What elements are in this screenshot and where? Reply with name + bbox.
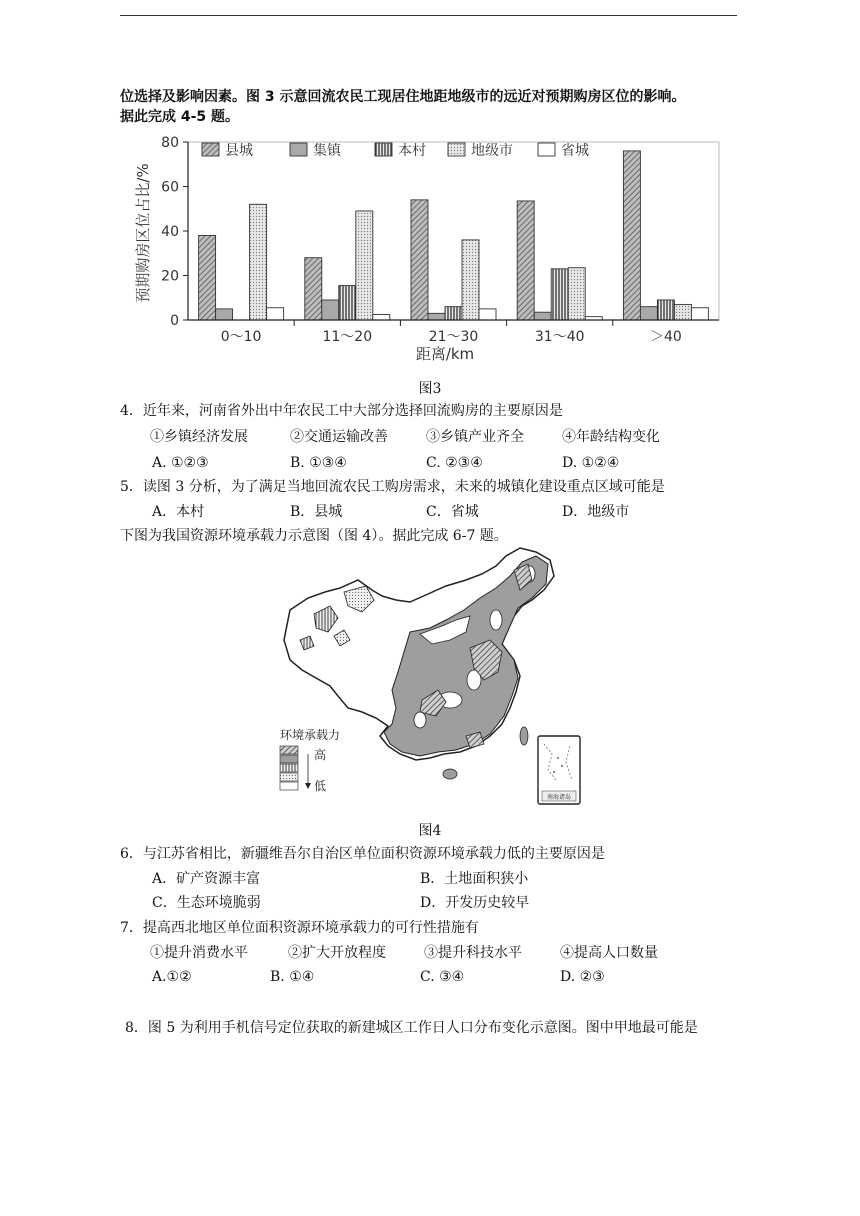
legend-swatch-vert	[280, 764, 298, 772]
q4-stem: 4．近年来，河南省外出中年农民工中大部分选择回流购房的主要原因是	[120, 403, 563, 419]
y-axis-label: 预期购房区位占比/%	[134, 163, 152, 303]
q7-item-1: ①提升消费水平	[150, 945, 248, 961]
south-china-sea-inset	[538, 736, 580, 804]
q7-option-d: D. ②③	[560, 969, 605, 985]
bar-本村-31～40	[551, 269, 568, 320]
q5-option-b: B．县城	[290, 504, 343, 520]
legend-label: 县城	[225, 143, 253, 159]
q7-item-2: ②扩大开放程度	[288, 945, 386, 961]
figure-4-caption: 图4	[418, 823, 442, 839]
x-axis-label: 距离/km	[415, 345, 475, 363]
bar-县城-0～10	[199, 235, 216, 320]
q7-option-c: C. ③④	[420, 969, 465, 985]
bar-县城-＞40	[623, 151, 640, 320]
figure-4-map	[270, 540, 590, 812]
bar-集镇-21～30	[428, 313, 445, 320]
q4-option-c: C. ②③④	[426, 455, 483, 471]
x-tick-label: ＞40	[649, 329, 682, 345]
bar-省城-21～30	[479, 309, 496, 320]
y-tick-label: 40	[161, 224, 179, 240]
q5-option-a: A．本村	[152, 504, 205, 520]
header-rule	[120, 15, 737, 16]
q6-option-d: D．开发历史较早	[420, 895, 530, 911]
legend-label: 地级市	[471, 143, 513, 159]
legend-label: 本村	[398, 143, 426, 159]
q7-option-b: B. ①④	[270, 969, 315, 985]
bar-集镇-0～10	[216, 309, 233, 320]
legend-swatch	[290, 143, 307, 156]
bar-地级市-21～30	[462, 240, 479, 320]
q6-option-b: B．土地面积狭小	[420, 871, 529, 887]
legend-title: 环境承载力	[280, 728, 341, 742]
legend-swatch-hatch	[280, 746, 298, 754]
legend-high: 高	[314, 748, 327, 762]
legend-swatch-dot	[280, 773, 298, 781]
q4-item-4: ④年龄结构变化	[562, 429, 660, 445]
figure-3-chart	[120, 128, 740, 370]
q8-stem: 8．图 5 为利用手机信号定位获取的新建城区工作日人口分布变化示意图。图中甲地最可能是	[125, 1020, 698, 1036]
q4-item-3: ③乡镇产业齐全	[426, 429, 524, 445]
hainan	[443, 769, 457, 779]
q5-option-c: C．省城	[426, 504, 479, 520]
legend-swatch	[538, 143, 555, 156]
q4-item-2: ②交通运输改善	[290, 429, 388, 445]
x-tick-label: 0～10	[220, 329, 262, 345]
legend-swatch-grey	[280, 755, 298, 763]
bar-省城-11～20	[373, 314, 390, 320]
q7-option-a: A.①②	[152, 969, 192, 985]
bar-集镇-11～20	[322, 300, 339, 320]
y-tick-label: 80	[161, 135, 179, 151]
y-tick-label: 60	[161, 179, 179, 196]
intro-line-1: 位选择及影响因素。图 3 示意回流农民工现居住地距地级市的远近对预期购房区位的影响。	[120, 89, 686, 105]
intro-6-7: 下图为我国资源环境承载力示意图（图 4）。据此完成 6-7 题。	[120, 528, 508, 544]
q7-item-3: ③提升科技水平	[424, 945, 522, 961]
intro-line-2: 据此完成 4-5 题。	[120, 109, 240, 125]
q5-option-d: D．地级市	[562, 504, 630, 520]
bar-本村-21～30	[445, 307, 462, 320]
bar-地级市-0～10	[250, 204, 267, 320]
bar-地级市-31～40	[568, 268, 585, 320]
q5-stem: 5．读图 3 分析，为了满足当地回流农民工购房需求，未来的城镇化建设重点区域可能是	[120, 479, 665, 495]
q4-option-d: D. ①②④	[562, 455, 620, 471]
q7-item-4: ④提高人口数量	[560, 945, 658, 961]
taiwan	[520, 727, 528, 745]
x-tick-label: 21～30	[428, 329, 479, 345]
x-tick-label: 31～40	[534, 329, 585, 345]
q7-stem: 7．提高西北地区单位面积资源环境承载力的可行性措施有	[120, 920, 479, 936]
bar-集镇-31～40	[534, 312, 551, 320]
y-tick-label: 20	[161, 268, 179, 285]
x-tick-label: 11～20	[322, 329, 373, 345]
bar-本村-11～20	[339, 286, 356, 320]
bar-chart-svg	[120, 128, 740, 370]
inset-label: 南海诸岛	[546, 794, 572, 801]
legend-swatch	[202, 143, 219, 156]
map-legend	[280, 727, 340, 793]
q4-item-1: ①乡镇经济发展	[150, 429, 248, 445]
bar-县城-11～20	[305, 258, 322, 320]
q6-stem: 6．与江苏省相比，新疆维吾尔自治区单位面积资源环境承载力低的主要原因是	[120, 846, 605, 862]
bar-集镇-＞40	[640, 307, 657, 320]
legend-swatch	[448, 143, 465, 156]
q6-option-a: A．矿产资源丰富	[152, 871, 261, 887]
q6-option-c: C．生态环境脆弱	[152, 895, 261, 911]
figure-3-caption: 图3	[418, 381, 442, 397]
q4-option-b: B. ①③④	[290, 455, 347, 471]
china-map-svg	[270, 540, 590, 812]
legend-label: 省城	[561, 143, 589, 159]
bar-省城-＞40	[691, 308, 708, 320]
legend-swatch-white	[280, 782, 298, 790]
bar-本村-＞40	[657, 300, 674, 320]
q4-option-a: A. ①②③	[152, 455, 209, 471]
y-tick-label: 0	[170, 313, 179, 329]
bar-县城-31～40	[517, 201, 534, 320]
bar-县城-21～30	[411, 200, 428, 320]
legend-low: 低	[314, 779, 327, 793]
legend-label: 集镇	[313, 143, 341, 159]
bar-地级市-＞40	[674, 304, 691, 320]
bar-地级市-11～20	[356, 211, 373, 320]
legend-swatch	[375, 143, 392, 156]
bar-省城-0～10	[267, 308, 284, 320]
